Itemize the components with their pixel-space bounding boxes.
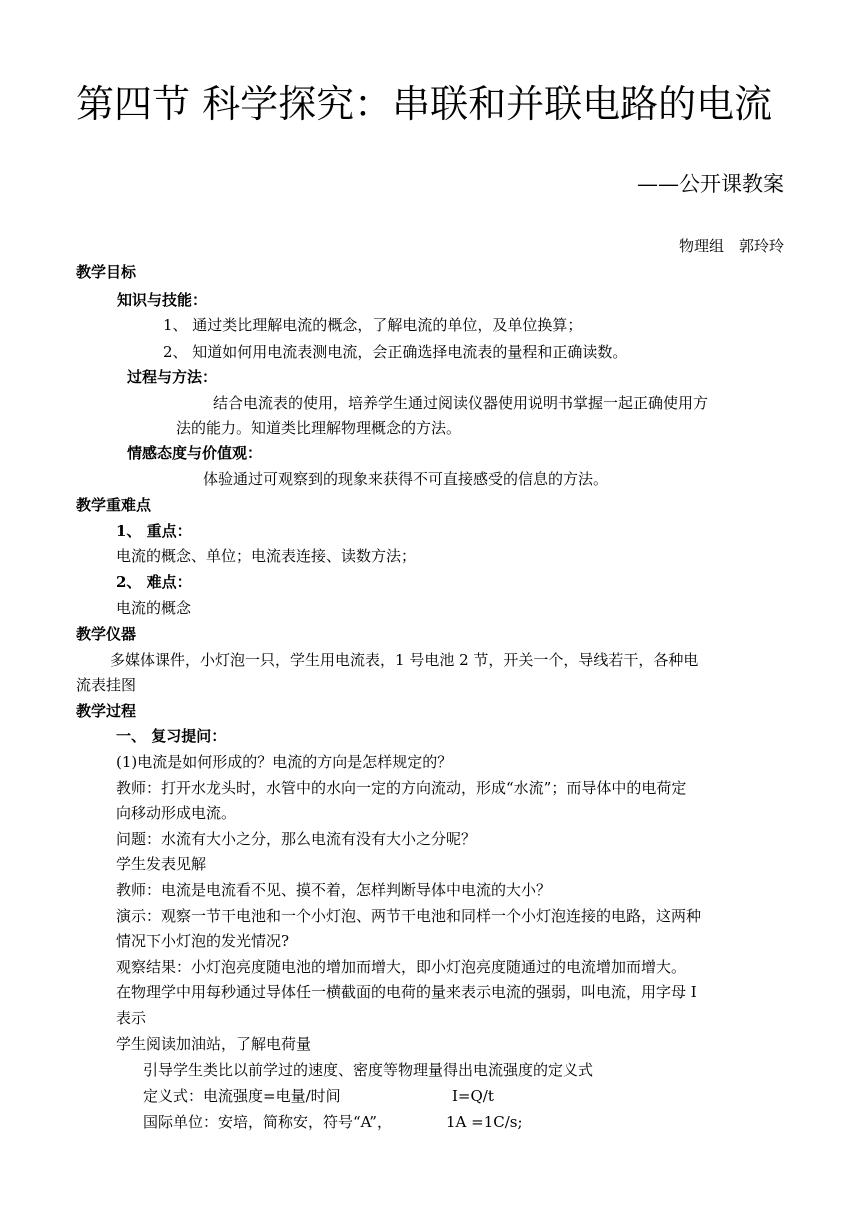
process-text-1: 结合电流表的使用，培养学生通过阅读仪器使用说明书掌握一起正确使用方 bbox=[213, 394, 709, 412]
subheading-process-method: 过程与方法： bbox=[127, 368, 218, 386]
document-title: 第四节 科学探究：串联和并联电路的电流 bbox=[76, 82, 773, 126]
formula-expression: I=Q/t bbox=[452, 1087, 494, 1105]
guide-text: 引导学生类比以前学过的速度、密度等物理量得出电流强度的定义式 bbox=[143, 1061, 594, 1079]
goal-item-1: 1、 通过类比理解电流的概念，了解电流的单位，及单位换算； bbox=[163, 316, 583, 334]
instruments-text-2: 流表挂图 bbox=[76, 676, 137, 694]
instruments-text-1: 多媒体课件，小灯泡一只，学生用电流表，1 号电池 2 节，开关一个，导线若干，各种电 bbox=[110, 651, 699, 669]
review-heading: 一、 复习提问： bbox=[116, 727, 227, 745]
subheading-attitude-values: 情感态度与价值观： bbox=[127, 444, 263, 462]
key-point-text: 电流的概念、单位；电流表连接、读数方法； bbox=[116, 547, 417, 565]
section-heading-key-points: 教学重难点 bbox=[76, 496, 152, 514]
unit-conversion: 1A =1C/s; bbox=[446, 1113, 523, 1131]
student-reading: 学生阅读加油站，了解电荷量 bbox=[116, 1035, 312, 1053]
review-question-1: (1)电流是如何形成的？电流的方向是怎样规定的？ bbox=[116, 753, 453, 771]
question-text: 问题：水流有大小之分，那么电流有没有大小之分呢？ bbox=[116, 830, 477, 848]
definition-text: 在物理学中用每秒通过导体任一横截面的电荷的量来表示电流的强弱，叫电流，用字母 I bbox=[116, 983, 697, 1001]
document-subtitle: ——公开课教案 bbox=[637, 172, 784, 196]
attitude-text: 体验通过可观察到的现象来获得不可直接感受的信息的方法。 bbox=[203, 470, 609, 488]
demo-text: 演示：观察一节干电池和一个小灯泡、两节干电池和同样一个小灯泡连接的电路，这两种 bbox=[116, 907, 702, 925]
section-heading-teaching-goals: 教学目标 bbox=[76, 263, 137, 281]
definition-text-cont: 表示 bbox=[116, 1009, 147, 1027]
key-point-heading: 1、 重点： bbox=[116, 522, 192, 540]
unit-definition: 国际单位：安培，简称安，符号“A”， bbox=[143, 1113, 392, 1131]
teacher-text-2: 教师：电流是电流看不见、摸不着，怎样判断导体中电流的大小？ bbox=[116, 881, 552, 899]
section-heading-process: 教学过程 bbox=[76, 702, 137, 720]
teacher-text-1: 教师：打开水龙头时，水管中的水向一定的方向流动，形成“水流”；而导体中的电荷定 bbox=[116, 779, 687, 797]
section-heading-instruments: 教学仪器 bbox=[76, 625, 137, 643]
subheading-knowledge-skills: 知识与技能： bbox=[117, 291, 208, 309]
difficult-point-heading: 2、 难点： bbox=[116, 573, 192, 591]
observation-result: 观察结果：小灯泡亮度随电池的增加而增大，即小灯泡亮度随通过的电流增加而增大。 bbox=[116, 958, 687, 976]
demo-text-cont: 情况下小灯泡的发光情况? bbox=[116, 932, 290, 950]
document-author: 物理组 郭玲玲 bbox=[678, 237, 784, 255]
process-text-2: 法的能力。知道类比理解物理概念的方法。 bbox=[176, 419, 462, 437]
difficult-point-text: 电流的概念 bbox=[116, 599, 192, 617]
formula-definition: 定义式：电流强度=电量/时间 bbox=[143, 1087, 341, 1105]
teacher-text-1-cont: 向移动形成电流。 bbox=[116, 804, 237, 822]
student-text: 学生发表见解 bbox=[116, 855, 207, 873]
goal-item-2: 2、 知道如何用电流表测电流，会正确选择电流表的量程和正确读数。 bbox=[163, 343, 628, 361]
